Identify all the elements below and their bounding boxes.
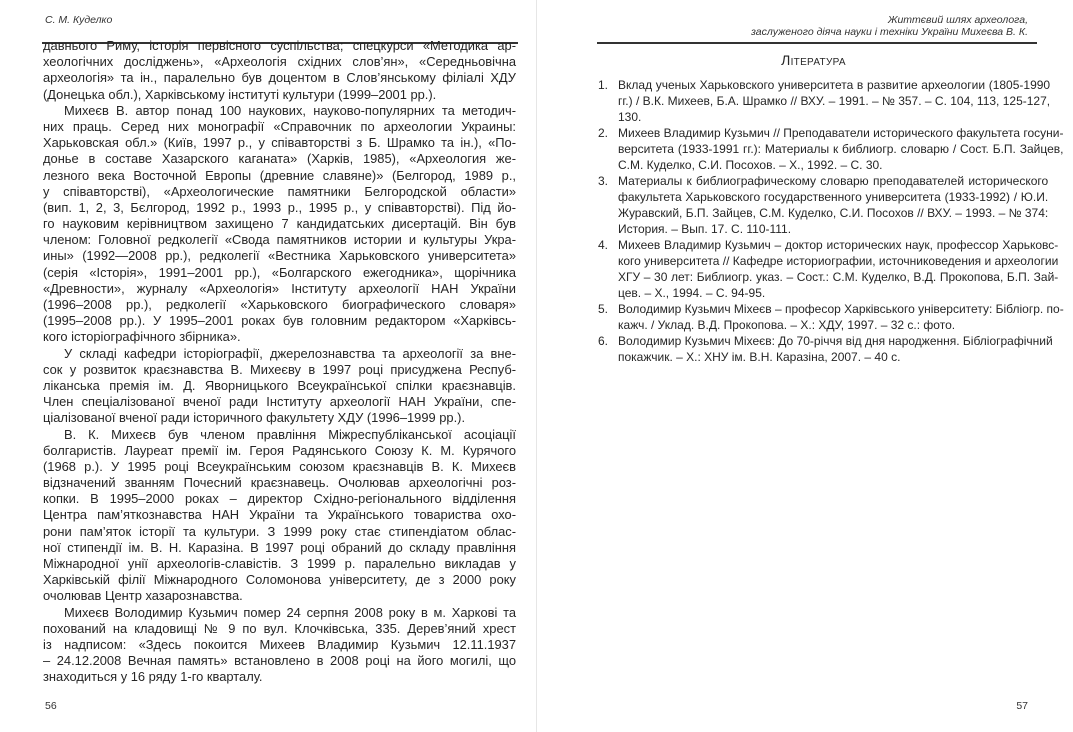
text-line: ХГУ – 30 лет: Библиогр. указ. – Сост.: С.М. Куделко, В.Д. Прокопова, Б.П. Зай- xyxy=(618,270,1059,284)
text-line: (1996–2008 рр.), редколегії «Харьковского биографического словаря» xyxy=(43,297,516,312)
text-line: – 24.12.2008 Вечная память» встановлено в 2008 році на його могилі, що xyxy=(43,653,516,669)
text-line: (1995–2008 рр.). У 1995–2001 роках був головним редактором «Харківсь- xyxy=(43,313,516,329)
text-line: похований на кладовищі № 9 по вул. Клочківська, 335. Дерев’яний хрест xyxy=(43,620,516,636)
text-line: го науковим керівництвом захищено 7 кандидатських дисертацій. Він був xyxy=(43,216,516,232)
text-line: археологія» та ін., паралельно був доцентом в Слов’янському філіалі ХДУ xyxy=(43,70,516,86)
running-head-line: Життєвий шлях археолога, xyxy=(887,14,1028,26)
reference-item xyxy=(598,125,1064,173)
text-line: Михеєв В. автор понад 100 наукових, науково-популярних та методич- xyxy=(64,102,516,118)
text-line: кого історіографічного збірника». xyxy=(43,329,241,345)
reference-item xyxy=(598,173,1049,237)
section-title: Література xyxy=(781,52,846,68)
reference-item xyxy=(598,77,1051,125)
text-line: Михеев Владимир Кузьмич – доктор исторических наук, профессор Харьковс- xyxy=(618,238,1059,252)
text-line: покажчик. – Х.: ХНУ ім. В.Н. Каразіна, 2007. – 40 с. xyxy=(618,350,901,364)
running-head-title xyxy=(751,14,1028,38)
text-line: кажч. / Уклад. В.Д. Прокопова. – Х.: ХДУ, 1997. – 32 с.: фото. xyxy=(618,318,956,332)
text-line: очолював Центр хазарознавства. xyxy=(43,588,243,604)
text-line: них праць. Серед них монографії «Справочник по археологии Украины: xyxy=(43,118,516,134)
text-line: Харківській філії Міжнародного Соломонова університету, де з 2000 року xyxy=(43,572,516,588)
text-line: Вклад ученых Харьковского университета в развитие археологии (1805-1990 xyxy=(618,78,1051,92)
text-line: История. – Вып. 17. С. 110-111. xyxy=(618,222,792,236)
text-line: відзначений званням Почесний краєзнавець. Очолював археологічні роз- xyxy=(43,475,516,491)
page-number-right: 57 xyxy=(1016,700,1028,712)
text-line: ины» (1992—2008 рр.), редколегії «Вестника Харьковского университета» xyxy=(43,248,516,264)
text-line: Харьковская обл.» (Київ, 1997 р., у співавторстві з Б. Шрамко та ін.), «По- xyxy=(43,135,516,151)
text-line: ліканська премія ім. Д. Яворницького Всеукраїнської спілки краєзнавців. xyxy=(43,377,516,393)
text-line: (Донецька обл.), Харківському інституті культури (1999–2001 рр.). xyxy=(43,86,437,102)
text-line: гг.) / В.К. Михеев, Б.А. Шрамко // ВХУ. – 1991. – № 357. – С. 104, 113, 125-127, xyxy=(618,94,1051,108)
text-line: Володимир Кузьмич Міхеєв – професор Харківського університету: Бібліогр. по- xyxy=(618,302,1064,316)
left-page xyxy=(0,0,536,732)
text-line: Член спеціалізованої вченої ради Інституту археології НАН України, спе- xyxy=(43,394,516,410)
text-line: «Древности», журналу «Археологія» Інституту археології НАН України xyxy=(43,280,516,296)
text-line: копки. В 1995–2000 роках – директор Східно-регіонального відділення xyxy=(43,491,516,507)
text-line: донье в составе Хазарского каганата» (Харків, 1985), «Археология же- xyxy=(43,151,516,167)
text-line: Володимир Кузьмич Міхеєв: До 70-річчя від дня народження. Бібліографічний xyxy=(618,334,1053,348)
text-line: хеологічних досліджень», «Археологія східних слов’ян», «Середньовічна xyxy=(43,54,516,70)
text-line: кого университета // Кафедре историографии, источниковедения и археологии xyxy=(618,254,1059,268)
text-line: знаходиться у 16 ряду 1-го кварталу. xyxy=(43,669,263,685)
text-line: ціалізованої вченої ради історичного факультету ХДУ (1996–1999 рр.). xyxy=(43,410,466,426)
reference-number: 6. xyxy=(598,334,609,348)
reference-item xyxy=(598,301,1064,333)
reference-text xyxy=(618,125,1063,173)
reference-text xyxy=(618,301,1064,333)
reference-item xyxy=(598,237,1059,301)
text-line: Журавский, Б.П. Зайцев, С.М. Куделко, С.И. Посохов // ВХУ. – 1993. – № 374: xyxy=(618,206,1049,220)
text-line: (1968 р.). У 1995 році Всеукраїнським союзом краєзнавців В. К. Михеєв xyxy=(43,458,516,474)
running-head-author: С. М. Куделко xyxy=(45,14,113,26)
right-page xyxy=(537,0,1073,732)
running-head-line: заслуженого діяча науки і техніки України Михеєва В. К. xyxy=(751,26,1028,38)
text-line: Центра пам’яткознавства НАН України та Українського товариства охо- xyxy=(43,507,516,523)
text-line: сок у розвиток краєзнавства В. Михеєву в 1997 році присуджена Респуб- xyxy=(43,361,516,377)
reference-text xyxy=(618,333,1053,365)
text-line: Міжнародної унії археологів-славістів. З 1999 р. паралельно викладав у xyxy=(43,556,516,571)
reference-number: 4. xyxy=(598,238,609,252)
reference-item xyxy=(598,333,1053,365)
text-line: рони пам’яток історії та культури. З 1999 року стає стипендіатом облас- xyxy=(43,523,516,539)
text-line: 130. xyxy=(618,110,642,124)
paragraph xyxy=(43,346,516,427)
text-line: верситета (1933-1991 гг.): Материалы к библиогр. словарю / Сост. Б.П. Зайцев, xyxy=(618,142,1064,156)
text-line: лезного века Восточной Европы (древние славяне)» (Белгород, 1989 р., xyxy=(43,167,516,183)
reference-text xyxy=(618,237,1058,301)
text-line: факультета Харьковского государственного университета (1933-1992) / Ю.И. xyxy=(618,190,1049,204)
text-line: (вип. 1, 2, 3, Бєлгород, 1992 р., 1993 р., 1995 р., у співавторстві). Під йо- xyxy=(43,199,516,215)
text-line: ної стипендії ім. В. Н. Каразіна. В 1997 році обраний до складу правління xyxy=(43,539,516,555)
paragraph xyxy=(43,38,516,103)
text-line: Материалы к библиографическому словарю преподавателей исторического xyxy=(618,174,1049,188)
body-text xyxy=(43,38,516,686)
reference-text xyxy=(618,77,1050,125)
text-line: Михеев Владимир Кузьмич // Преподаватели исторического факультета госуни- xyxy=(618,126,1064,140)
reference-number: 1. xyxy=(598,78,609,92)
reference-number: 3. xyxy=(598,174,609,188)
reference-text xyxy=(618,173,1048,237)
text-line: С.М. Куделко, С.И. Посохов. – Х., 1992. – С. 30. xyxy=(618,158,883,172)
text-line: із надписом: «Здесь покоится Михеев Владимир Кузьмич 12.11.1937 xyxy=(43,636,516,652)
paragraph xyxy=(43,605,516,686)
text-line: болгаристів. Лауреат премії ім. Героя Радянського Союзу К. М. Курячого xyxy=(43,442,516,458)
header-rule xyxy=(597,42,1037,44)
page-number-left: 56 xyxy=(45,700,57,712)
text-line: В. К. Михеєв був членом правління Міжреспубліканської асоціації xyxy=(64,426,516,442)
paragraph xyxy=(43,103,516,346)
text-line: (серія «Історія», 1991–2001 рр.), «Болгарского ежегодника», щорічника xyxy=(43,264,516,280)
paragraph xyxy=(43,427,516,605)
text-line: Михеєв Володимир Кузьмич помер 24 серпня 2008 року в м. Харкові та xyxy=(64,604,516,620)
reference-number: 2. xyxy=(598,126,609,140)
text-line: У складі кафедри історіографії, джерелознавства та археології за вне- xyxy=(64,345,516,361)
text-line: цев. – Х., 1994. – С. 94-95. xyxy=(618,286,766,300)
text-line: давнього Риму, історія первісного суспільства; спецкурси «Методика ар- xyxy=(43,38,516,53)
text-line: у співавторстві), «Археологические памятники Белгородской области» xyxy=(43,183,516,199)
reference-list xyxy=(598,77,1064,365)
text-line: членом: Головної редколегії «Свода памятников истории и культуры Укра- xyxy=(43,232,516,248)
reference-number: 5. xyxy=(598,302,609,316)
